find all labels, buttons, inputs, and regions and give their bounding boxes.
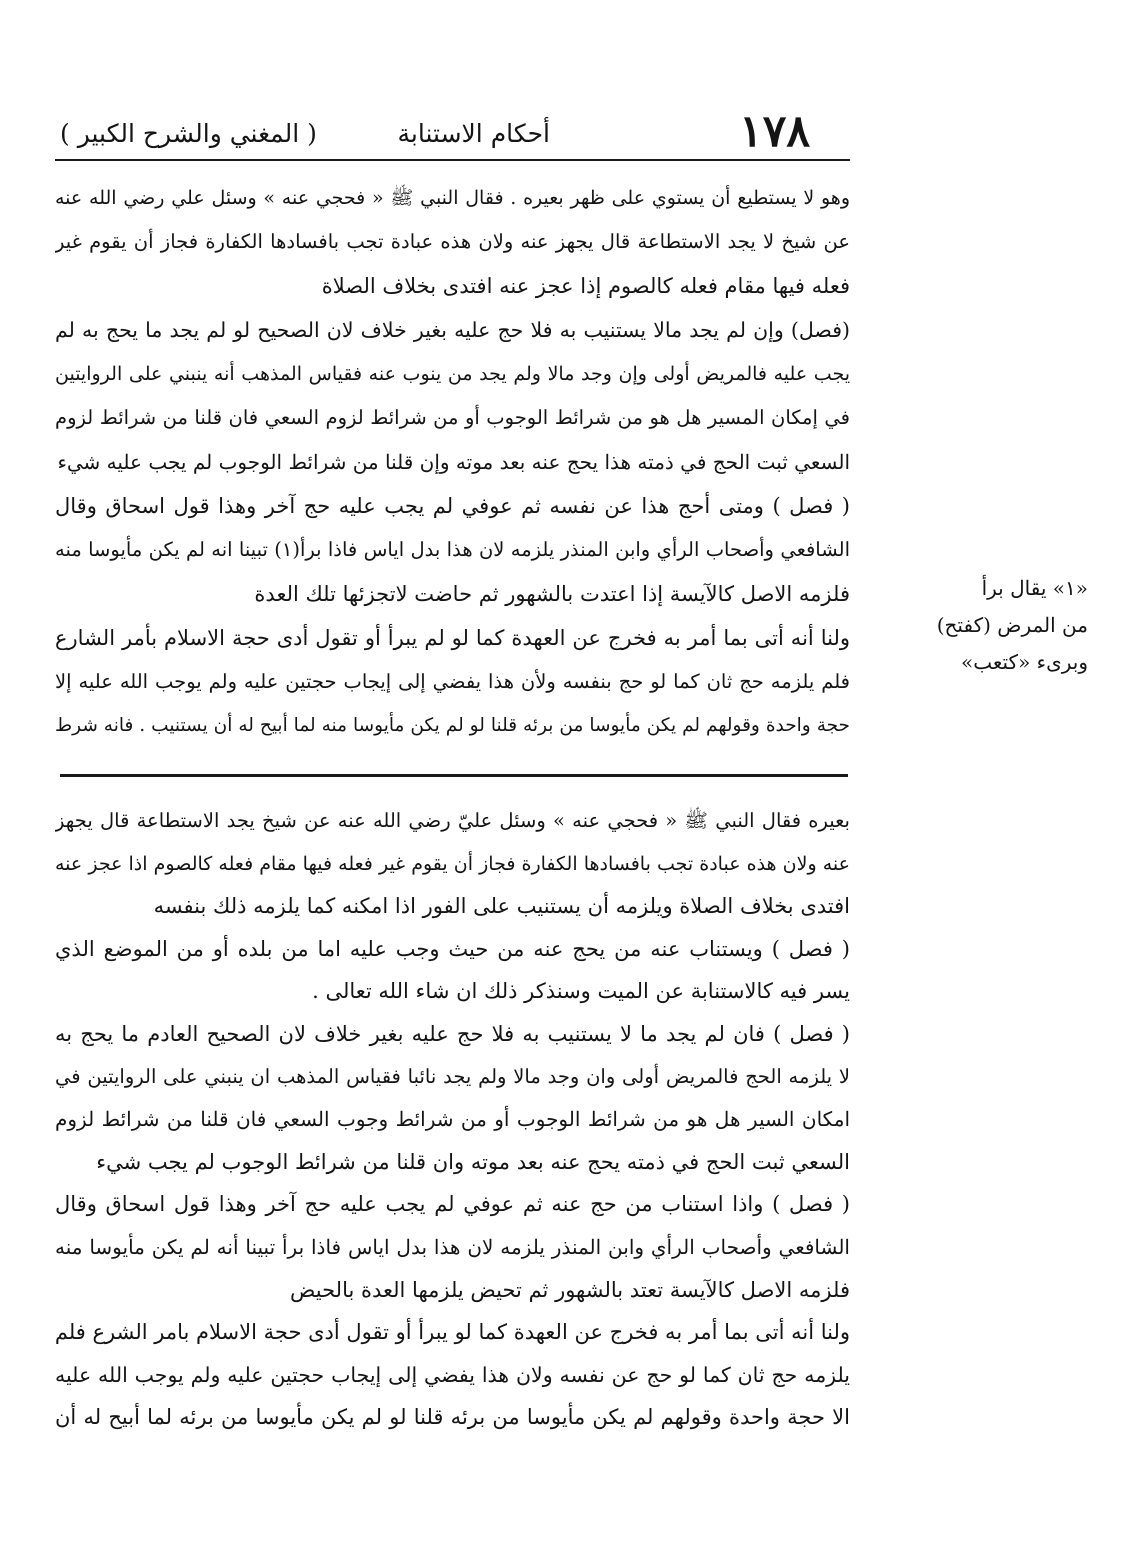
text-line: عنه ولان هذه عبادة تجب بافسادها الكفارة فجاز أن يقوم غير فعله فيها مقام فعله كالصوم اذا عجز عنه [55,852,850,875]
page-number: ١٧٨ [739,106,810,157]
text-line: السعي ثبت الحج في ذمته يحج عنه بعد موته وان قلنا من شرائط الوجوب لم يجب شيء [96,1149,850,1174]
margin-footnote [868,570,1088,681]
text-line: ( فصل ) واذا استناب من حج عنه ثم عوفي لم يجب عليه حج آخر وهذا قول اسحاق وقال [55,1192,850,1217]
text-line: يسر فيه كالاستنابة عن الميت وسنذكر ذلك ان شاء الله تعالى . [312,979,850,1004]
text-line: فلم يلزمه حج ثان كما لو حج بنفسه ولأن هذا يفضي إلى إيجاب حجتين عليه ولم يوجب الله عليه إلا [55,670,850,693]
text-line: ولنا أنه أتى بما أمر به فخرج عن العهدة كما لو يبرأ أو تقول أدى حجة الاسلام بامر الشرع فلم [55,1320,850,1345]
text-line: يلزمه حج ثان كما لو حج عن نفسه ولان هذا يفضي إلى إيجاب حجتين عليه ولم يوجب الله عليه [55,1362,850,1387]
text-line: لا يلزمه الحج فالمريض أولى وان وجد مالا ولم يجد نائبا فقياس المذهب ان ينبني على الروايتين في [55,1064,850,1088]
section-divider [60,774,848,777]
text-line: في إمكان المسير هل هو من شرائط الوجوب أو من شرائط لزوم السعي فان قلنا من شرائط لزوم [55,406,850,429]
text-line: عن شيخ لا يجد الاستطاعة قال يجهز عنه ولان هذه عبادة تجب بافسادها الكفارة فجاز أن يقوم غير [55,230,850,253]
footnote-line: من المرض (كفتح) [936,613,1088,637]
text-line: الشافعي وأصحاب الرأي وابن المنذر يلزمه لان هذا بدل اياس فاذا برأ(١) تبينا انه لم يكن مأيوسا منه [55,538,850,561]
text-line: فلزمه الاصل كالآيسة تعتد بالشهور ثم تحيض يلزمها العدة بالحيض [290,1277,850,1302]
text-line: فلزمه الاصل كالآيسة إذا اعتدت بالشهور ثم حاضت لاتجزئها تلك العدة [254,582,850,606]
chapter-title: أحكام الاستنابة [397,119,550,148]
text-line: الا حجة واحدة وقولهم لم يكن مأيوسا من برئه قلنا لو لم يكن مأيوسا من برئه لما أبيح له أن [55,1405,850,1430]
text-line: ( فصل ) ويستناب عنه من يحج عنه من حيث وجب عليه اما من بلده أو من الموضع الذي [55,936,850,961]
footnote-line: «١» يقال برأ [981,576,1088,600]
book-title: ( المغني والشرح الكبير ) [60,119,317,148]
text-line: حجة واحدة وقولهم لم يكن مأيوسا من برئه قلنا لو لم يكن مأيوسا منه لما أبيح له أن يستنيب . فانه شرط [55,715,850,736]
page-header [55,106,850,160]
lower-text-block [55,800,850,1439]
upper-text-block [55,176,850,748]
footnote-line: وبرىء «كتعب» [961,650,1088,674]
text-line: فعله فيها مقام فعله كالصوم إذا عجز عنه افتدى بخلاف الصلاة [321,274,850,298]
text-line: ( فصل ) ومتى أحج هذا عن نفسه ثم عوفي لم يجب عليه حج آخر وهذا قول اسحاق وقال [55,494,850,518]
text-line: السعي ثبت الحج في ذمته هذا يحج عنه بعد موته وإن قلنا من شرائط الوجوب لم يجب عليه شيء [57,450,850,474]
text-line: يجب عليه فالمريض أولى وإن وجد مالا ولم يجد من ينوب عنه فقياس المذهب أنه ينبني على الروايتين [55,363,850,385]
text-line: امكان السير هل هو من شرائط الوجوب أو من شرائط وجوب السعي فان قلنا من شرائط لزوم [55,1107,850,1132]
text-line: (فصل) وإن لم يجد مالا يستنيب به فلا حج عليه بغير خلاف لان الصحيح لو لم يجد ما يحج به لم [55,318,850,342]
text-line: بعيره فقال النبي ﷺ « فحجي عنه » وسئل عليّ رضي الله عنه عن شيخ يجد الاستطاعة قال يجهز [55,809,850,832]
text-line: افتدى بخلاف الصلاة ويلزمه أن يستنيب على الفور اذا امكنه كما يلزمه ذلك بنفسه [153,894,850,919]
text-line: الشافعي وأصحاب الرأي وابن المنذر يلزمه لان هذا بدل اياس فاذا برأ تبينا أنه لم يكن مأيوسا منه [55,1234,850,1259]
text-line: وهو لا يستطيع أن يستوي على ظهر بعيره . فقال النبي ﷺ « فحجي عنه » وسئل علي رضي الله عنه [55,187,850,209]
header-rule [55,159,850,161]
text-line: ( فصل ) فان لم يجد ما لا يستنيب به فلا حج عليه بغير خلاف لان الصحيح العادم ما يحج به [55,1021,850,1046]
text-line: ولنا أنه أتى بما أمر به فخرج عن العهدة كما لو لم يبرأ أو تقول أدى حجة الاسلام بأمر الشارع [55,626,850,650]
